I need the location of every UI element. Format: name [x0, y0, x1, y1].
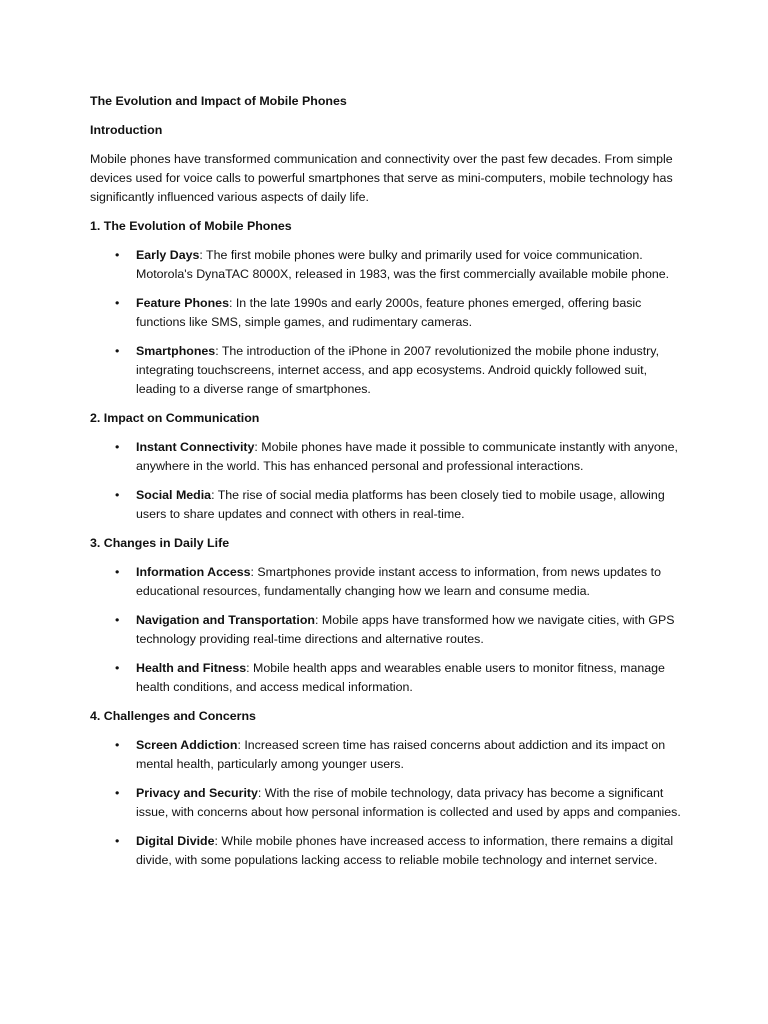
bullet-term: Smartphones [136, 344, 216, 358]
bullet-text: : While mobile phones have increased access to information, there remains a digital divide, with some populations lacking access to reliable mobile technology and internet service. [136, 834, 674, 867]
bullet-text: : Smartphones provide instant access to information, from news updates to educational resources, fundamentally changing how we learn and consume media. [136, 565, 662, 598]
bullet-icon: • [115, 661, 120, 675]
bullet-text: : With the rise of mobile technology, data privacy has become a significant issue, with concerns about how personal information is collected and used by apps and companies. [136, 786, 681, 819]
bullet-icon: • [115, 296, 120, 310]
bullet-term: Information Access [136, 565, 251, 579]
bullet-text: : The introduction of the iPhone in 2007 revolutionized the mobile phone industry, integrating touchscreens, internet access, and app ecosystems. Android quickly followed suit, leading to a diverse range of smartphones. [136, 344, 660, 396]
bullet-list [90, 438, 690, 524]
bullet-text: : Mobile health apps and wearables enable users to monitor fitness, manage health conditions, and access medical information. [136, 661, 665, 694]
list-item [90, 294, 690, 332]
bullet-term: Early Days [136, 248, 200, 262]
list-item [90, 342, 690, 399]
bullet-text: : The first mobile phones were bulky and primarily used for voice communication. Motorola's DynaTAC 8000X, released in 1983, was the first commercially available mobile phone. [136, 248, 670, 281]
bullet-icon: • [115, 738, 120, 752]
bullet-list [90, 563, 690, 697]
bullet-icon: • [115, 834, 120, 848]
bullet-icon: • [115, 613, 120, 627]
list-item [90, 486, 690, 524]
bullet-icon: • [115, 248, 120, 262]
bullet-icon: • [115, 565, 120, 579]
bullet-icon: • [115, 344, 120, 358]
section-heading: 4. Challenges and Concerns [90, 709, 256, 723]
bullet-icon: • [115, 440, 120, 454]
bullet-text: : Mobile apps have transformed how we navigate cities, with GPS technology providing real-time directions and alternative routes. [136, 613, 675, 646]
section-heading: 3. Changes in Daily Life [90, 536, 230, 550]
bullet-text: : In the late 1990s and early 2000s, feature phones emerged, offering basic functions like SMS, simple games, and rudimentary cameras. [136, 296, 642, 329]
bullet-icon: • [115, 488, 120, 502]
list-item [90, 736, 690, 774]
bullet-term: Navigation and Transportation [136, 613, 315, 627]
intro-heading: Introduction [90, 123, 163, 137]
section-heading: 1. The Evolution of Mobile Phones [90, 219, 292, 233]
list-item [90, 246, 690, 284]
section-heading: 2. Impact on Communication [90, 411, 260, 425]
list-item [90, 611, 690, 649]
bullet-list [90, 736, 690, 870]
bullet-term: Feature Phones [136, 296, 229, 310]
list-item [90, 563, 690, 601]
list-item [90, 832, 690, 870]
bullet-list [90, 246, 690, 399]
bullet-icon: • [115, 786, 120, 800]
bullet-term: Health and Fitness [136, 661, 247, 675]
bullet-term: Social Media [136, 488, 212, 502]
bullet-text: : Increased screen time has raised concerns about addiction and its impact on mental health, particularly among younger users. [136, 738, 666, 771]
bullet-term: Privacy and Security [136, 786, 258, 800]
list-item [90, 784, 690, 822]
bullet-term: Screen Addiction [136, 738, 238, 752]
document-title: The Evolution and Impact of Mobile Phones [90, 94, 347, 108]
document-body [90, 92, 690, 880]
list-item [90, 659, 690, 697]
bullet-text: : Mobile phones have made it possible to communicate instantly with anyone, anywhere in the world. This has enhanced personal and professional interactions. [136, 440, 679, 473]
intro-paragraph: Mobile phones have transformed communication and connectivity over the past few decades. From simple devices used for voice calls to powerful smartphones that serve as mini-computers, mobile technology has significantly influenced various aspects of daily life. [90, 152, 673, 204]
sections-container [90, 217, 690, 870]
list-item [90, 438, 690, 476]
bullet-text: : The rise of social media platforms has been closely tied to mobile usage, allowing users to share updates and connect with others in real-time. [136, 488, 665, 521]
bullet-term: Instant Connectivity [136, 440, 255, 454]
bullet-term: Digital Divide [136, 834, 215, 848]
